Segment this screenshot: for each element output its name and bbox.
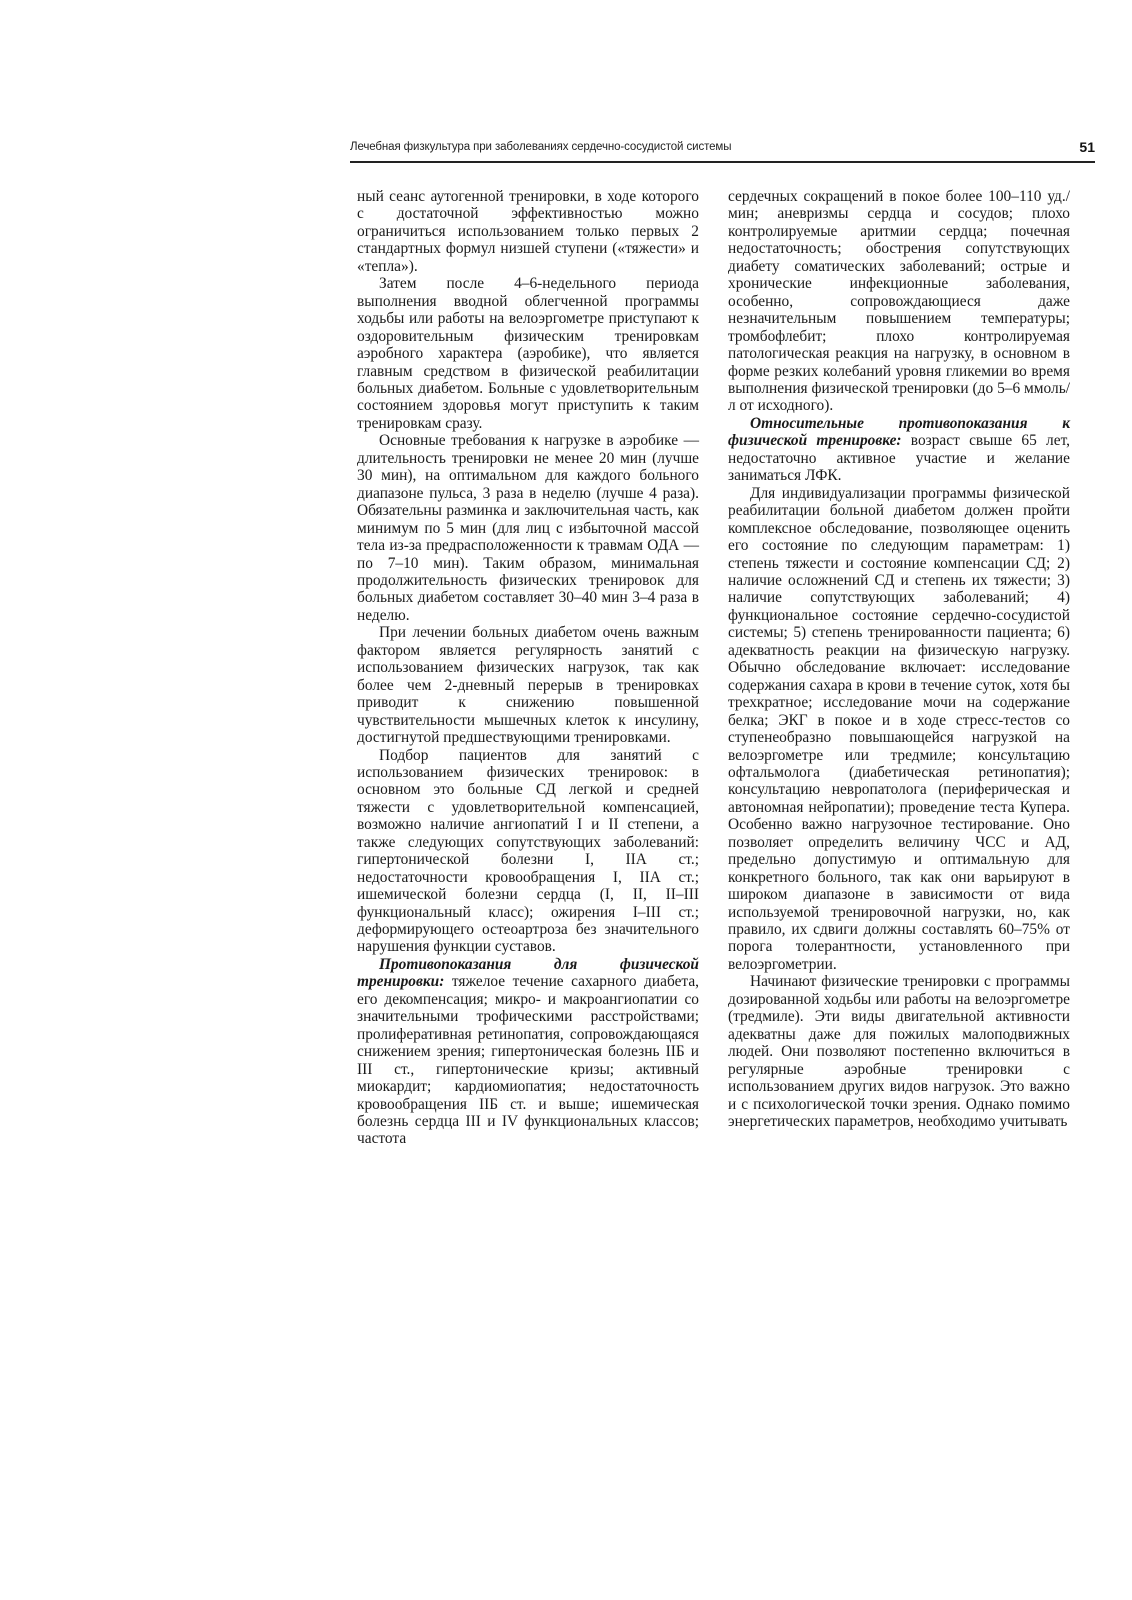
paragraph: сердечных сокращений в покое более 100–110 уд./мин; аневризмы сердца и сосудов; плохо контролируемые аритмии сердца; почечная недостаточность; обострения сопутствующих диабету соматических заболеваний; острые и хронические инфекционные заболевания, особенно, сопровождающиеся даже незначительным повышением температуры; тромбофлебит; плохо контролируемая патологическая реакция на нагрузку, в основном в форме резких колебаний уровня гликемии во время выполнения физической тренировки (до 5–6 ммоль/л от исходного). — [728, 188, 1070, 415]
paragraph: Начинают физические тренировки с программы дозированной ходьбы или работы на велоэргометре (тредмиле). Эти виды двигательной активности адекватны даже для пожилых малоподвижных людей. Они позволяют постепенно включиться в регулярные аэробные тренировки с использованием других видов нагрузок. Это важно и с психологической точки зрения. Однако помимо энергетических параметров, необходимо учитывать — [728, 973, 1070, 1131]
paragraph: Подбор пациентов для занятий с использованием физических тренировок: в основном это больные СД легкой и средней тяжести с удовлетворительной компенсацией, возможно наличие ангиопатий I и II степени, а также следующих сопутствующих заболеваний: гипертонической болезни I, IIА ст.; недостаточности кровообращения I, IIА ст.; ишемической болезни сердца (I, II, II–III функциональный класс); ожирения I–III ст.; деформирующего остеоартроза без значительного нарушения функции суставов. — [357, 746, 699, 956]
page-number: 51 — [1079, 139, 1095, 155]
paragraph-relative-contraindications — [728, 415, 1070, 485]
paragraph-body: тяжелое течение сахарного диабета, его декомпенсация; микро- и макроангиопатии со значительными трофическими расстройствами; пролиферативная ретинопатия, сопровождающаяся снижением зрения; гипертоническая болезнь IIБ и III ст., гипертонические кризы; активный миокардит; кардиомиопатия; недостаточность кровообращения IIБ ст. и выше; ишемическая болезнь сердца III и IV функциональных классов; частота — [357, 973, 699, 1148]
left-text-column — [357, 188, 699, 1148]
paragraph: Основные требования к нагрузке в аэробике — длительность тренировки не менее 20 мин (лучше 30 мин), на оптимальном для каждого больного диапазоне пульса, 3 раза в неделю (лучше 4 раза). Обязательны разминка и заключительная часть, как минимум по 5 мин (для лиц с избыточной массой тела из-за предрасположенности к травмам ОДА — по 7–10 мин). Таким образом, минимальная продолжительность физических тренировок для больных диабетом составляет 30–40 мин 3–4 раза в неделю. — [357, 432, 699, 624]
paragraph-lead-term: Противопоказания для физической тренировки: — [357, 955, 699, 991]
right-text-column — [728, 188, 1070, 1130]
paragraph-body: возраст свыше 65 лет, недостаточно активное участие и желание заниматься ЛФК. — [728, 432, 1070, 485]
paragraph: При лечении больных диабетом очень важным фактором является регулярность занятий с использованием физических нагрузок, так как более чем 2-дневный перерыв в тренировках приводит к снижению повышенной чувствительности мышечных клеток к инсулину, достигнутой предшествующими тренировками. — [357, 624, 699, 747]
paragraph: ный сеанс аутогенной тренировки, в ходе которого с достаточной эффективностью можно ограничиться использованием только первых 2 стандартных формул низшей ступени («тяжести» и «тепла»). — [357, 188, 699, 275]
running-header — [350, 139, 1095, 163]
paragraph-lead-term: Относительные противопоказания к физической тренировке: — [728, 414, 1070, 450]
running-header-title: Лечебная физкультура при заболеваниях сердечно-сосудистой системы — [350, 141, 732, 153]
paragraph: Для индивидуализации программы физической реабилитации больной диабетом должен пройти комплексное обследование, позволяющее оценить его состояние по следующим параметрам: 1) степень тяжести и состояние компенсации СД; 2) наличие осложнений СД и степень их тяжести; 3) наличие сопутствующих заболеваний; 4) функциональное состояние сердечно-сосудистой системы; 5) степень тренированности пациента; 6) адекватность реакции на физическую нагрузку. Обычно обследование включает: исследование содержания сахара в крови в течение суток, хотя бы трехкратное; исследование мочи на содержание белка; ЭКГ в покое и в ходе стресс-тестов со ступенеобразно повышающейся нагрузкой на велоэргометре или тредмиле; консультацию офтальмолога (диабетическая ретинопатия); консультацию невропатолога (периферическая и автономная нейропатии); проведение теста Купера. Особенно важно нагрузочное тестирование. Оно позволяет определить величину ЧСС и АД, предельно допустимую и оптимальную для конкретного больного, так как они варьируют в широком диапазоне в зависимости от вида используемой тренировочной нагрузки, но, как правило, их сдвиги должны составлять 60–75% от порога толерантности, установленного при велоэргометрии. — [728, 484, 1070, 973]
paragraph-contraindications — [357, 956, 699, 1148]
paragraph: Затем после 4–6-недельного периода выполнения вводной облегченной программы ходьбы или работы на велоэргометре приступают к оздоровительным физическим тренировкам аэробного характера (аэробике), что является главным средством в физической реабилитации больных диабетом. Больные с удовлетворительным состоянием здоровья могут приступить к таким тренировкам сразу. — [357, 275, 699, 432]
